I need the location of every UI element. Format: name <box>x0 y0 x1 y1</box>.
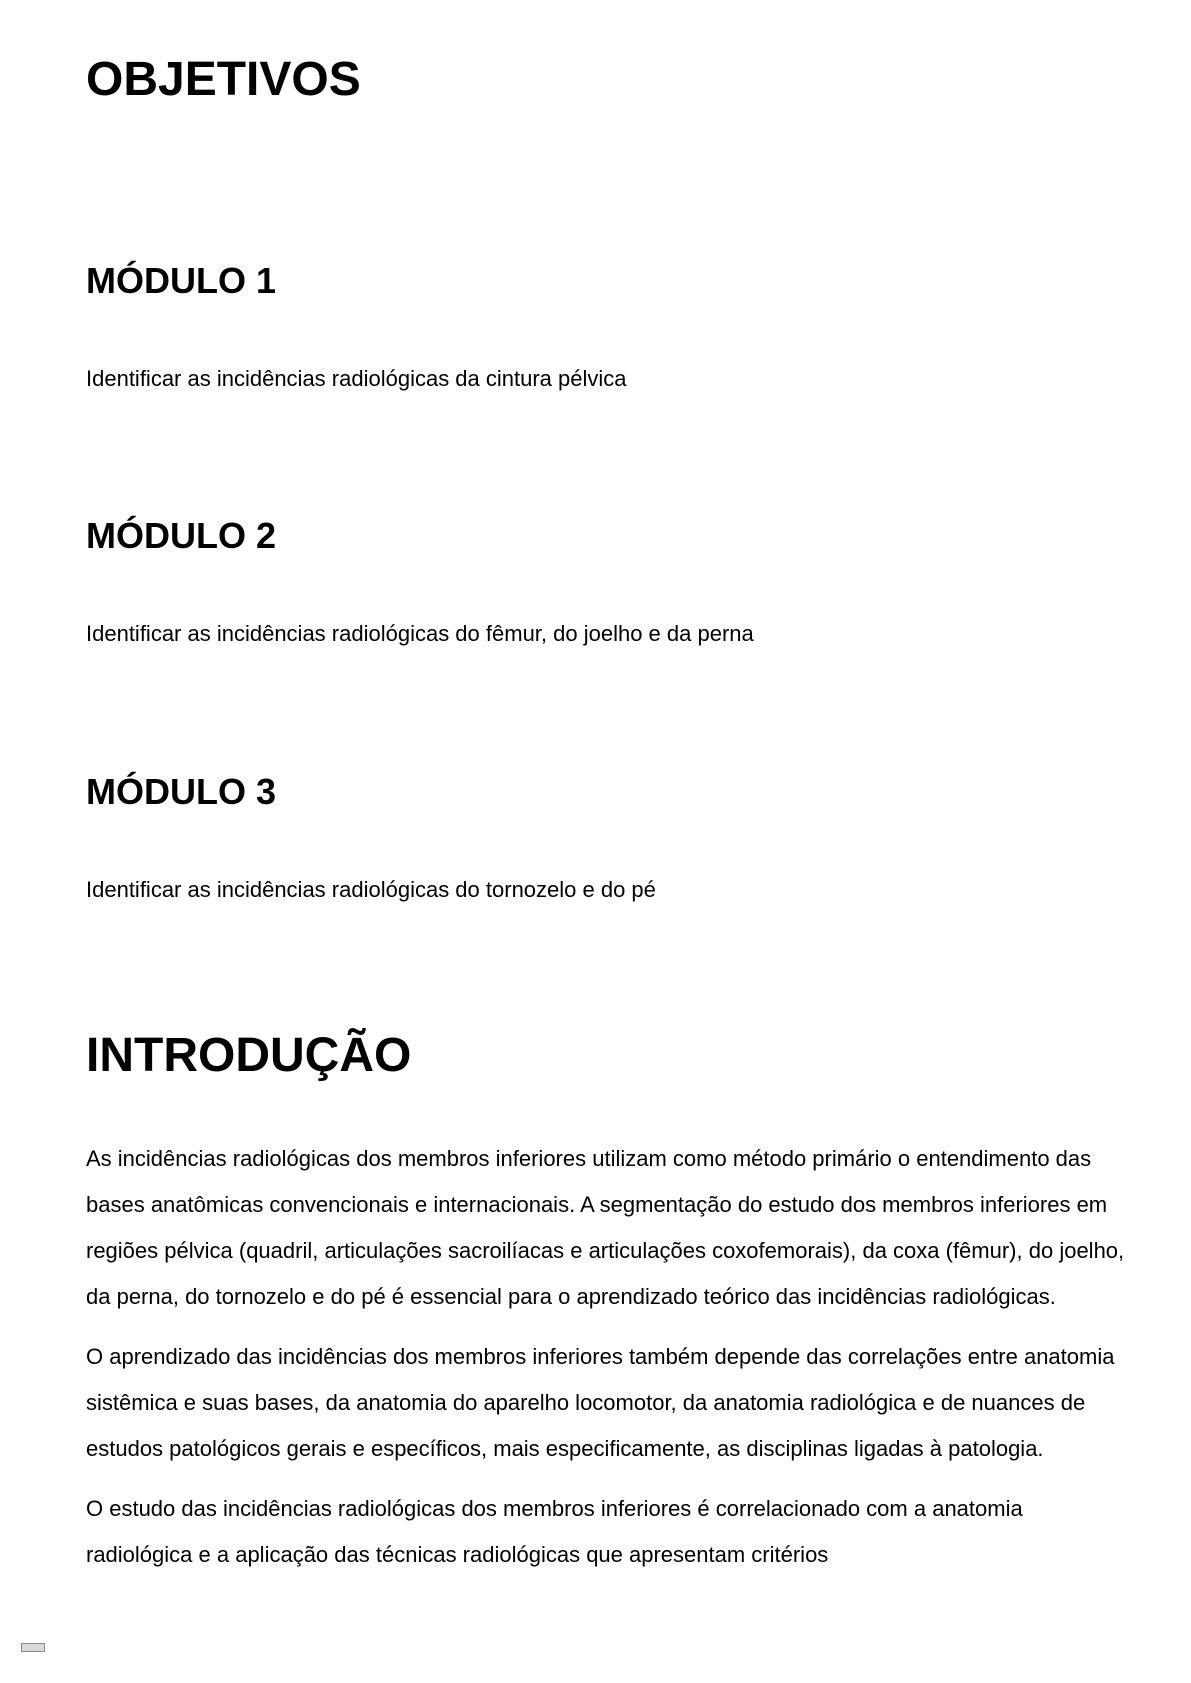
intro-paragraph-2: O aprendizado das incidências dos membros inferiores também depende das correlações entre anatomia sistêmica e suas bases, da anatomia do aparelho locomotor, da anatomia radiológica e de nuances de estudos patológicos gerais e específicos, mais especificamente, as disciplinas ligadas à patologia. <box>86 1344 1115 1461</box>
intro-paragraph-1: As incidências radiológicas dos membros inferiores utilizam como método primário o entendimento das bases anatômicas convencionais e internacionais. A segmentação do estudo dos membros inferiores em regiões pélvica (quadril, articulações sacroilíacas e articulações coxofemorais), da coxa (fêmur), do joelho, da perna, do tornozelo e do pé é essencial para o aprendizado teórico das incidências radiológicas. <box>86 1146 1125 1309</box>
module-3-objective: Identificar as incidências radiológicas do tornozelo e do pé <box>86 877 656 902</box>
module-2-objective: Identificar as incidências radiológicas do fêmur, do joelho e da perna <box>86 621 754 646</box>
intro-paragraph-3: O estudo das incidências radiológicas dos membros inferiores é correlacionado com a anatomia radiológica e a aplicação das técnicas radiológicas que apresentam critérios <box>86 1496 1023 1567</box>
introduction-body <box>86 1136 1126 1592</box>
module-1-objective: Identificar as incidências radiológicas da cintura pélvica <box>86 366 627 391</box>
module-1-title: MÓDULO 1 <box>86 260 277 301</box>
module-2-title: MÓDULO 2 <box>86 515 277 556</box>
introduction-title: INTRODUÇÃO <box>86 1029 412 1082</box>
objectives-title: OBJETIVOS <box>86 53 361 106</box>
page-marker-tab[interactable] <box>21 1643 45 1652</box>
module-3-title: MÓDULO 3 <box>86 771 277 812</box>
